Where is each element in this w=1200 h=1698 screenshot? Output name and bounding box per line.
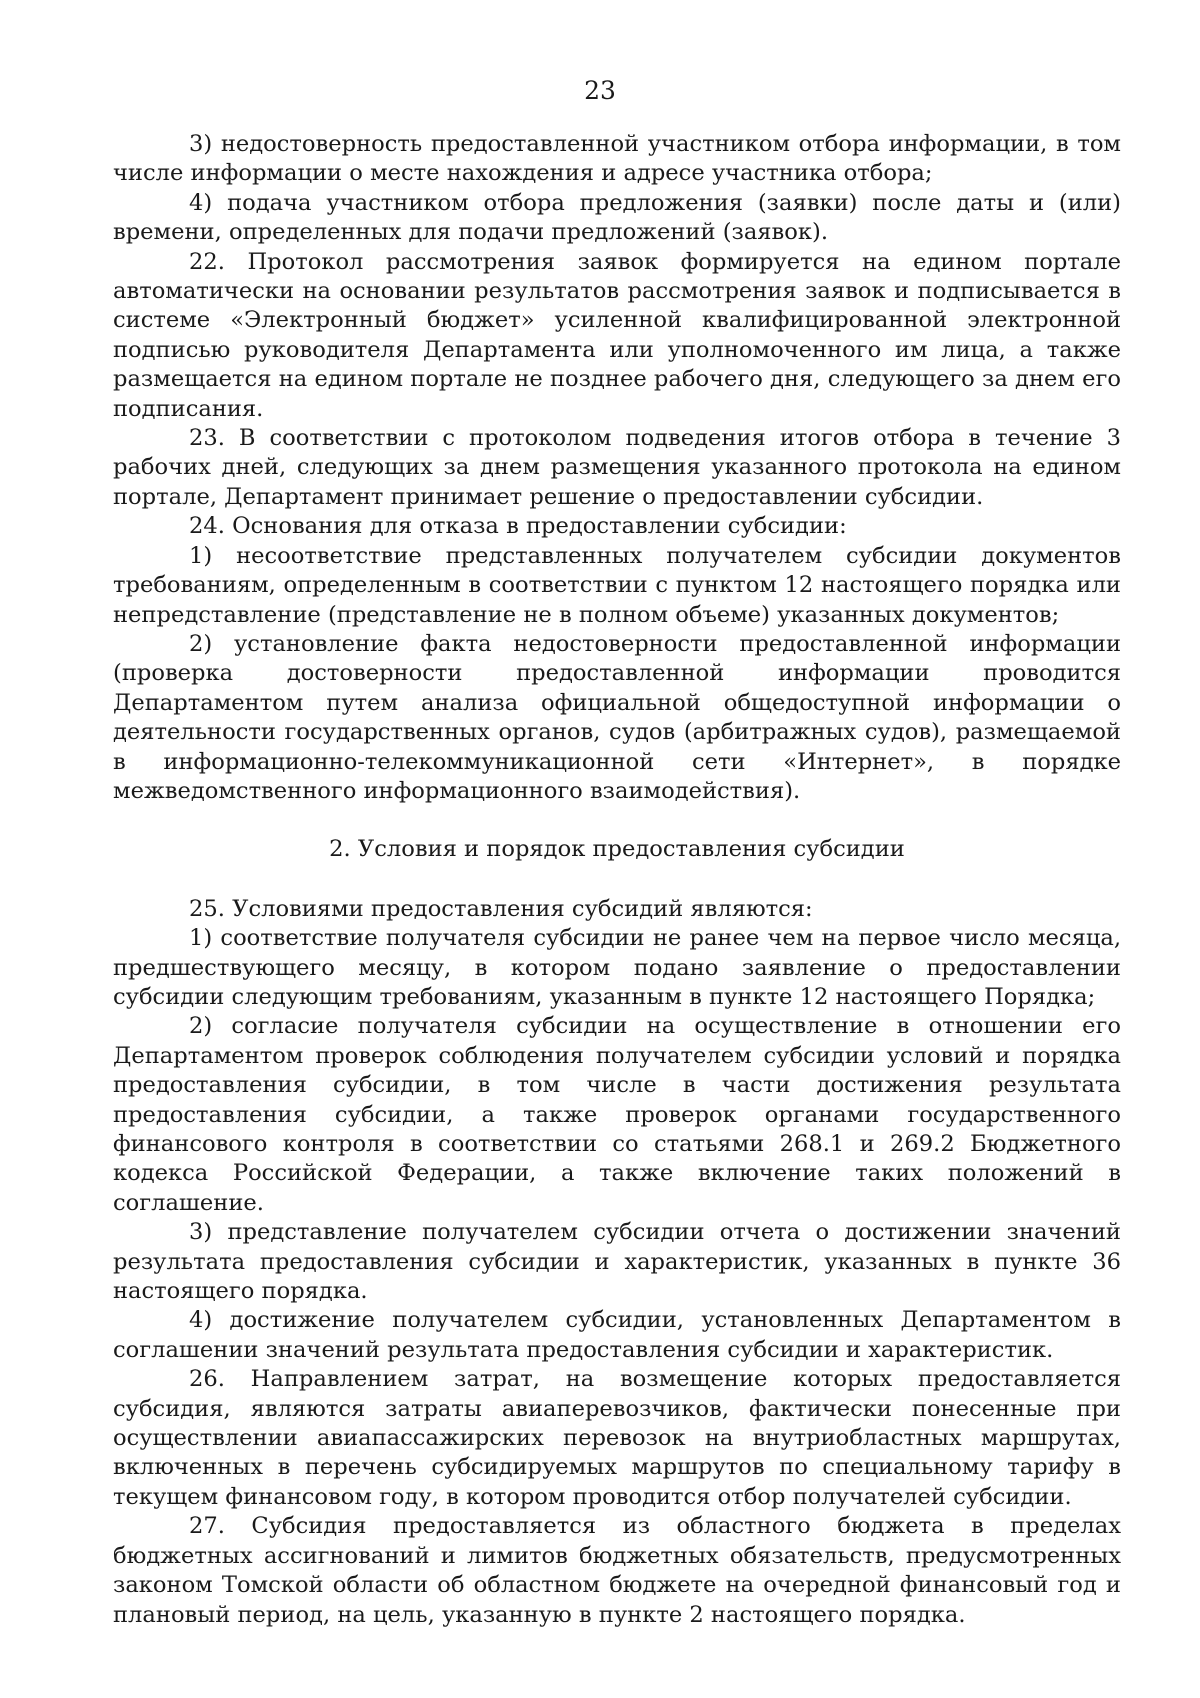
paragraph-25-item-1: 1) соответствие получателя субсидии не ранее чем на первое число месяца, предшествующего месяцу, в котором подано заявление о предоставлении субсидии следующим требованиям, указанным в пункте 12 настоящего Порядка;: [113, 925, 1121, 1010]
paragraph-24-item-2: 2) установление факта недостоверности предоставленной информации (проверка достоверности предоставленной информации проводится Департаментом путем анализа официальной общедоступной информации о деятельности государственных органов, судов (арбитражных судов), размещаемой в информационно-телекоммуникационной сети «Интернет», в порядке межведомственного информационного взаимодействия).: [113, 630, 1121, 804]
paragraph-25-item-2: 2) согласие получателя субсидии на осуществление в отношении его Департаментом проверок соблюдения получателем субсидии условий и порядка предоставления субсидии, в том числе в части достижения результата предоставления субсидии, а также проверок органами государственного финансового контроля в соответствии со статьями 268.1 и 269.2 Бюджетного кодекса Российской Федерации, а также включение таких положений в соглашение.: [113, 1013, 1121, 1216]
paragraph-25: 25. Условиями предоставления субсидий являются:: [189, 895, 813, 922]
paragraph-23: 23. В соответствии с протоколом подведения итогов отбора в течение 3 рабочих дней, следующих за днем размещения указанного протокола на едином портале, Департамент принимает решение о предоставлении субсидии.: [113, 425, 1121, 510]
section-heading: 2. Условия и порядок предоставления субсидии: [329, 836, 905, 863]
document-body: [113, 130, 1121, 1630]
page-number: 23: [584, 76, 616, 105]
paragraph-item-3: 3) недостоверность предоставленной участником отбора информации, в том числе информации о месте нахождения и адресе участника отбора;: [113, 131, 1121, 187]
paragraph-24: 24. Основания для отказа в предоставлении субсидии:: [189, 513, 847, 540]
paragraph-item-4: 4) подача участником отбора предложения (заявки) после даты и (или) времени, определенных для подачи предложений (заявок).: [113, 189, 1121, 246]
paragraph-26: 26. Направлением затрат, на возмещение которых предоставляется субсидия, являются затраты авиаперевозчиков, фактически понесенные при осуществлении авиапассажирских перевозок на внутриобластных маршрутах, включенных в перечень субсидируемых маршрутов по специальному тарифу в текущем финансовом году, в котором проводится отбор получателей субсидии.: [113, 1366, 1121, 1510]
paragraph-25-item-4: 4) достижение получателем субсидии, установленных Департаментом в соглашении значений результата предоставления субсидии и характеристик.: [113, 1307, 1121, 1363]
paragraph-25-item-3: 3) представление получателем субсидии отчета о достижении значений результата предоставления субсидии и характеристик, указанных в пункте 36 настоящего порядка.: [113, 1219, 1121, 1305]
paragraph-27: 27. Субсидия предоставляется из областного бюджета в пределах бюджетных ассигнований и лимитов бюджетных обязательств, предусмотренных законом Томской области об областном бюджете на очередной финансовый год и плановый период, на цель, указанную в пункте 2 настоящего порядка.: [113, 1513, 1121, 1628]
paragraph-22: 22. Протокол рассмотрения заявок формируется на едином портале автоматически на основании результатов рассмотрения заявок и подписывается в системе «Электронный бюджет» усиленной квалифицированной электронной подписью руководителя Департамента или уполномоченного им лица, а также размещается на едином портале не позднее рабочего дня, следующего за днем его подписания.: [113, 248, 1121, 422]
paragraph-24-item-1: 1) несоответствие представленных получателем субсидии документов требованиям, определенным в соответствии с пунктом 12 настоящего порядка или непредставление (представление не в полном объеме) указанных документов;: [113, 542, 1121, 628]
